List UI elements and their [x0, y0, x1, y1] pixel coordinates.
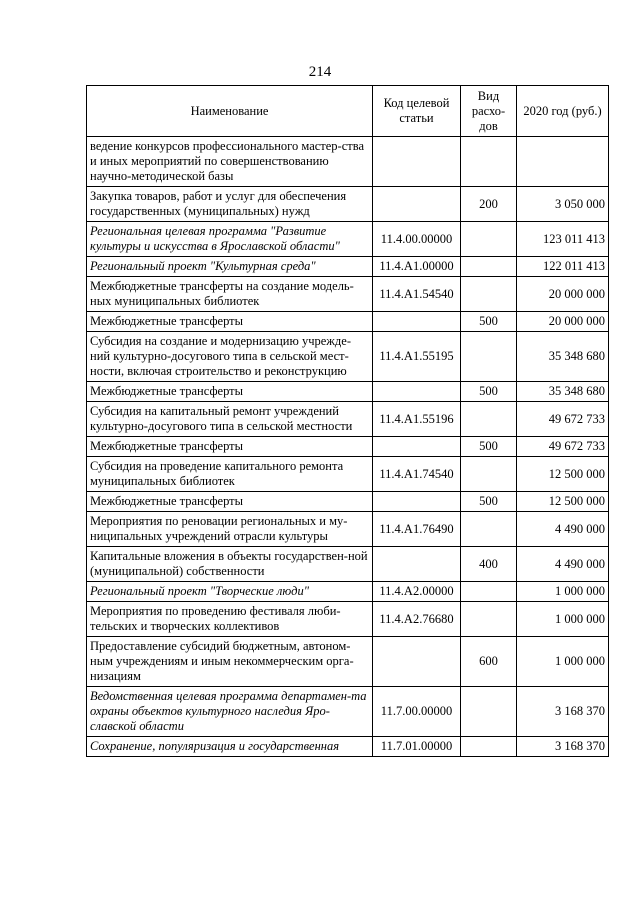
row-amount: 12 500 000: [517, 492, 609, 512]
row-code: 11.4.A1.55196: [373, 402, 461, 437]
budget-table: [86, 85, 609, 757]
row-name: Закупка товаров, работ и услуг для обеспечения государственных (муниципальных) нужд: [87, 187, 373, 222]
row-amount: 49 672 733: [517, 437, 609, 457]
row-type: [461, 512, 517, 547]
row-code: 11.4.A2.00000: [373, 582, 461, 602]
row-name: Региональная целевая программа "Развитие культуры и искусства в Ярославской области": [87, 222, 373, 257]
row-type: [461, 687, 517, 737]
row-amount: 35 348 680: [517, 382, 609, 402]
row-type: 500: [461, 492, 517, 512]
row-type: [461, 457, 517, 492]
table-row: [87, 332, 609, 382]
row-code: [373, 187, 461, 222]
table-row: [87, 312, 609, 332]
row-name: Субсидия на проведение капитального ремонта муниципальных библиотек: [87, 457, 373, 492]
table-row: [87, 492, 609, 512]
table-row: [87, 582, 609, 602]
row-code: 11.4.A1.74540: [373, 457, 461, 492]
row-type: [461, 277, 517, 312]
row-name: Межбюджетные трансферты на создание модель-ных муниципальных библиотек: [87, 277, 373, 312]
header-code: Код целевой статьи: [373, 86, 461, 137]
row-amount: 4 490 000: [517, 512, 609, 547]
row-name: Ведомственная целевая программа департамен-та охраны объектов культурного наследия Яро-славской области: [87, 687, 373, 737]
row-code: 11.7.00.00000: [373, 687, 461, 737]
row-amount: 3 168 370: [517, 737, 609, 757]
row-code: 11.4.A1.76490: [373, 512, 461, 547]
row-name: Субсидия на капитальный ремонт учреждений культурно-досугового типа в сельской местности: [87, 402, 373, 437]
row-name: Капитальные вложения в объекты государствен-ной (муниципальной) собственности: [87, 547, 373, 582]
row-code: [373, 382, 461, 402]
row-type: [461, 602, 517, 637]
row-amount: 4 490 000: [517, 547, 609, 582]
row-code: [373, 492, 461, 512]
row-type: [461, 222, 517, 257]
row-name: Мероприятия по проведению фестиваля люби-тельских и творческих коллективов: [87, 602, 373, 637]
row-amount: 123 011 413: [517, 222, 609, 257]
row-name: Региональный проект "Творческие люди": [87, 582, 373, 602]
header-name: Наименование: [87, 86, 373, 137]
row-amount: 35 348 680: [517, 332, 609, 382]
row-type: [461, 402, 517, 437]
row-name: Межбюджетные трансферты: [87, 382, 373, 402]
row-code: 11.7.01.00000: [373, 737, 461, 757]
row-code: [373, 312, 461, 332]
row-amount: 3 168 370: [517, 687, 609, 737]
row-type: [461, 137, 517, 187]
page-number: 214: [308, 64, 332, 80]
row-name: Региональный проект "Культурная среда": [87, 257, 373, 277]
row-name: Субсидия на создание и модернизацию учрежде-ний культурно-досугового типа в сельской мест-ности, включая строительство и реконструкцию: [87, 332, 373, 382]
row-amount: 20 000 000: [517, 277, 609, 312]
row-type: [461, 582, 517, 602]
table-row: [87, 512, 609, 547]
row-type: 500: [461, 382, 517, 402]
row-code: 11.4.A2.76680: [373, 602, 461, 637]
row-type: [461, 332, 517, 382]
row-amount: 1 000 000: [517, 582, 609, 602]
table-row: [87, 687, 609, 737]
header-amount: 2020 год (руб.): [517, 86, 609, 137]
row-type: [461, 737, 517, 757]
row-amount: [517, 137, 609, 187]
row-code: 11.4.A1.54540: [373, 277, 461, 312]
row-code: [373, 547, 461, 582]
row-code: [373, 137, 461, 187]
table-row: [87, 437, 609, 457]
table-row: [87, 737, 609, 757]
table-row: [87, 277, 609, 312]
row-code: [373, 437, 461, 457]
table-header: [87, 86, 609, 137]
table-body: [87, 137, 609, 757]
header-row: [87, 86, 609, 137]
row-amount: 20 000 000: [517, 312, 609, 332]
row-amount: 49 672 733: [517, 402, 609, 437]
row-name: Мероприятия по реновации региональных и му-ниципальных учреждений отрасли культуры: [87, 512, 373, 547]
table-row: [87, 222, 609, 257]
row-code: 11.4.00.00000: [373, 222, 461, 257]
row-name: Сохранение, популяризация и государственная: [87, 737, 373, 757]
row-name: Межбюджетные трансферты: [87, 437, 373, 457]
row-amount: 3 050 000: [517, 187, 609, 222]
table-row: [87, 602, 609, 637]
table-row: [87, 457, 609, 492]
row-type: 400: [461, 547, 517, 582]
header-type: Вид расхо-дов: [461, 86, 517, 137]
row-amount: 1 000 000: [517, 602, 609, 637]
table-row: [87, 257, 609, 277]
row-amount: 1 000 000: [517, 637, 609, 687]
row-code: [373, 637, 461, 687]
row-name: Межбюджетные трансферты: [87, 492, 373, 512]
row-name: Предоставление субсидий бюджетным, автоном-ным учреждениям и иным некоммерческим орга-низациям: [87, 637, 373, 687]
table-row: [87, 637, 609, 687]
table-row: [87, 547, 609, 582]
row-type: 500: [461, 437, 517, 457]
table-row: [87, 187, 609, 222]
table-row: [87, 137, 609, 187]
table-row: [87, 382, 609, 402]
table-row: [87, 402, 609, 437]
row-name: Межбюджетные трансферты: [87, 312, 373, 332]
row-type: 200: [461, 187, 517, 222]
row-name: ведение конкурсов профессионального мастер-ства и иных мероприятий по совершенствованию научно-методической базы: [87, 137, 373, 187]
row-code: 11.4.A1.00000: [373, 257, 461, 277]
row-amount: 12 500 000: [517, 457, 609, 492]
row-code: 11.4.A1.55195: [373, 332, 461, 382]
row-type: [461, 257, 517, 277]
row-type: 600: [461, 637, 517, 687]
row-amount: 122 011 413: [517, 257, 609, 277]
row-type: 500: [461, 312, 517, 332]
